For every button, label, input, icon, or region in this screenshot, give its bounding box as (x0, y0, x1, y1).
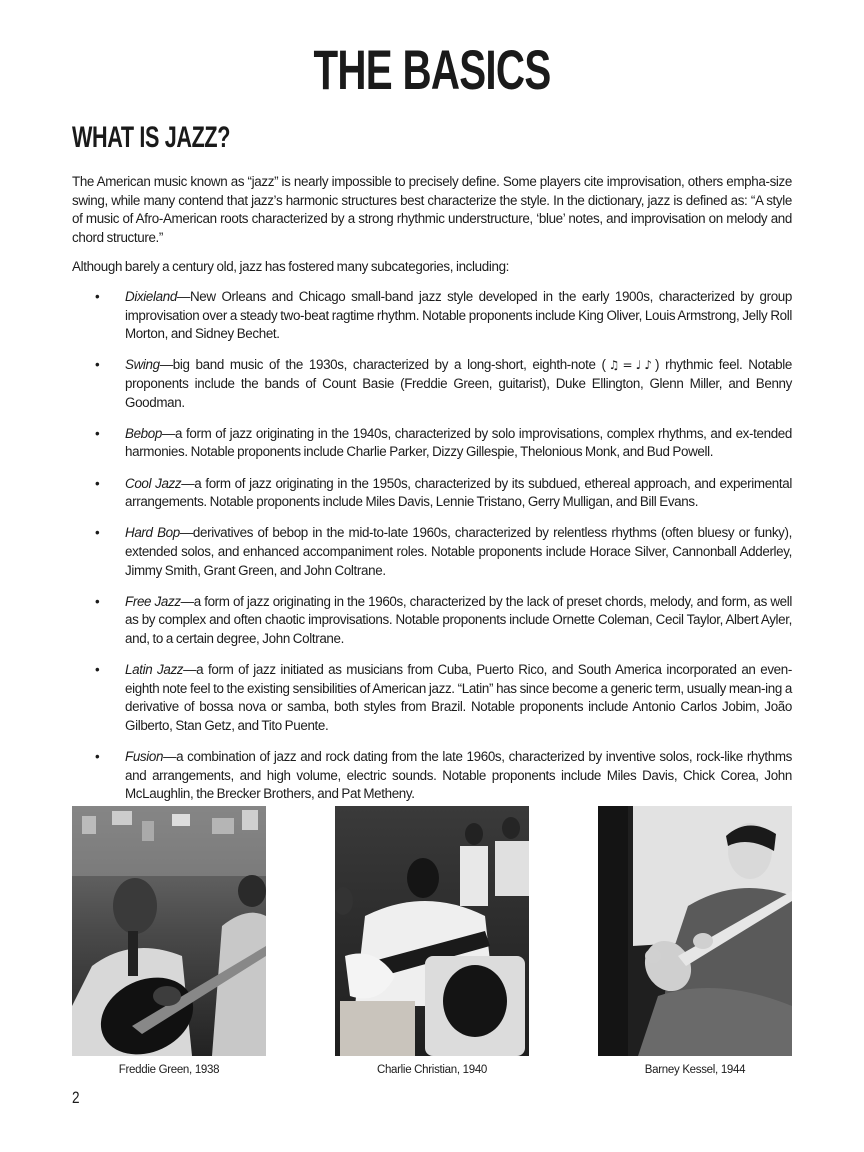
page-number: 2 (72, 1088, 80, 1107)
photo-barney-kessel-image (598, 806, 792, 1056)
bullet: • (95, 662, 100, 678)
list-item-hard-bop (72, 524, 792, 580)
page-title: THE BASICS (313, 38, 551, 101)
subcategory-term: Dixieland (125, 289, 177, 304)
subcategory-term: Latin Jazz (125, 662, 184, 678)
photo-barney-kessel (598, 806, 792, 1056)
subcategory-term: Hard Bop (125, 525, 180, 541)
bullet: • (95, 475, 100, 491)
list-item-free-jazz (72, 593, 792, 649)
bullet: • (95, 289, 100, 304)
subcategory-term: Fusion (125, 749, 164, 765)
list-item-fusion (72, 748, 792, 804)
subcategory-description: —a form of jazz originating in the 1950s, characterized by its subdued, ethereal approach, and experimental arrangements. Notable proponents include Miles Davis, Lennie Tristano, Gerry Mulligan, and Bill Evans. (125, 475, 792, 510)
subcategory-description: —big band music of the 1930s, characterized by a long-short, eighth-note ( (159, 357, 606, 373)
swing-rhythm-notation-icon: ♫=♩♪ (605, 358, 656, 373)
subcategory-term: Free Jazz (125, 593, 181, 609)
subcategory-list (72, 288, 792, 816)
subcategory-description: —derivatives of bebop in the mid-to-late 1960s, characterized by relentless rhythms (often bluesy or funky), extended solos, and enhanced accompaniment roles. Notable proponents include Horace Silver, Cannonball Adderley, Jimmy Smith, Grant Green, and John Coltrane. (125, 525, 792, 578)
bullet: • (95, 593, 100, 609)
bullet: • (95, 525, 100, 541)
photo-caption: Charlie Christian, 1940 (376, 1064, 488, 1076)
subcategory-description: —a form of jazz originating in the 1960s, characterized by the lack of preset chords, melody, and form, as well as by complex and often chaotic improvisations. Notable proponents include Ornette Coleman, Cecil Taylor, Albert Ayler, and, to a certain degree, John Coltrane. (125, 593, 792, 646)
photo-freddie-green-image (72, 806, 266, 1056)
lead-paragraph: Although barely a century old, jazz has fostered many subcategories, including: (72, 259, 510, 274)
list-item-latin-jazz (72, 661, 792, 735)
subcategory-term: Cool Jazz (125, 475, 182, 491)
bullet: • (95, 749, 100, 765)
bullet: • (95, 425, 100, 441)
photo-caption: Freddie Green, 1938 (118, 1064, 220, 1076)
photo-charlie-christian (335, 806, 529, 1056)
list-item-bebop (72, 425, 792, 462)
photo-caption: Barney Kessel, 1944 (644, 1064, 746, 1076)
list-item-dixieland (72, 288, 792, 344)
subcategory-description-continued: ) rhythmic feel. Notable proponents include the bands of Count Basie (Freddie Green, guitarist), Duke Ellington, Glenn Miller, and Benny Goodman. (125, 357, 793, 410)
subcategory-description: —New Orleans and Chicago small-band jazz style developed in the early 1900s, characterized by group improvisation over a steady two-beat ragtime rhythm. Notable proponents include King Oliver, Louis Armstrong, Jelly Roll Morton, and Sidney Bechet. (125, 289, 792, 342)
intro-paragraph: The American music known as “jazz” is nearly impossible to precisely define. Some players cite improvisation, others empha-size swing, while many contend that jazz’s harmonic structures best characterize the style. In the dictionary, jazz is defined as: “A style of music of Afro-American roots characterized by a strong rhythmic understructure, ‘blue’ notes, and improvisation on melody and chord structure.” (72, 174, 792, 245)
subcategory-term: Bebop (125, 425, 162, 441)
photo-freddie-green (72, 806, 266, 1056)
subcategory-description: —a form of jazz originating in the 1940s, characterized by solo improvisations, complex rhythms, and ex-tended harmonies. Notable proponents include Charlie Parker, Dizzy Gillespie, Thelonious Monk, and Bud Powell. (125, 425, 792, 460)
list-item-swing (72, 356, 792, 412)
subcategory-description: —a combination of jazz and rock dating from the late 1960s, characterized by inventive solos, rock-like rhythms and arrangements, and high volume, electric sounds. Notable proponents include Miles Davis, Chick Corea, John McLaughlin, the Brecker Brothers, and Pat Metheny. (125, 749, 792, 802)
subcategory-term: Swing (125, 357, 160, 373)
subcategory-description: —a form of jazz initiated as musicians from Cuba, Puerto Rico, and South America incorporated an even-eighth note feel to the existing sensibilities of American jazz. “Latin” has since become a generic term, usually mean-ing a derivative of bossa nova or samba, both styles from Brazil. Notable proponents include Antonio Carlos Jobim, João Gilberto, Stan Getz, and Tito Puente. (125, 662, 792, 733)
bullet: • (95, 357, 100, 373)
photo-charlie-christian-image (335, 806, 529, 1056)
section-heading: WHAT IS JAZZ? (72, 121, 231, 154)
list-item-cool-jazz (72, 475, 792, 512)
